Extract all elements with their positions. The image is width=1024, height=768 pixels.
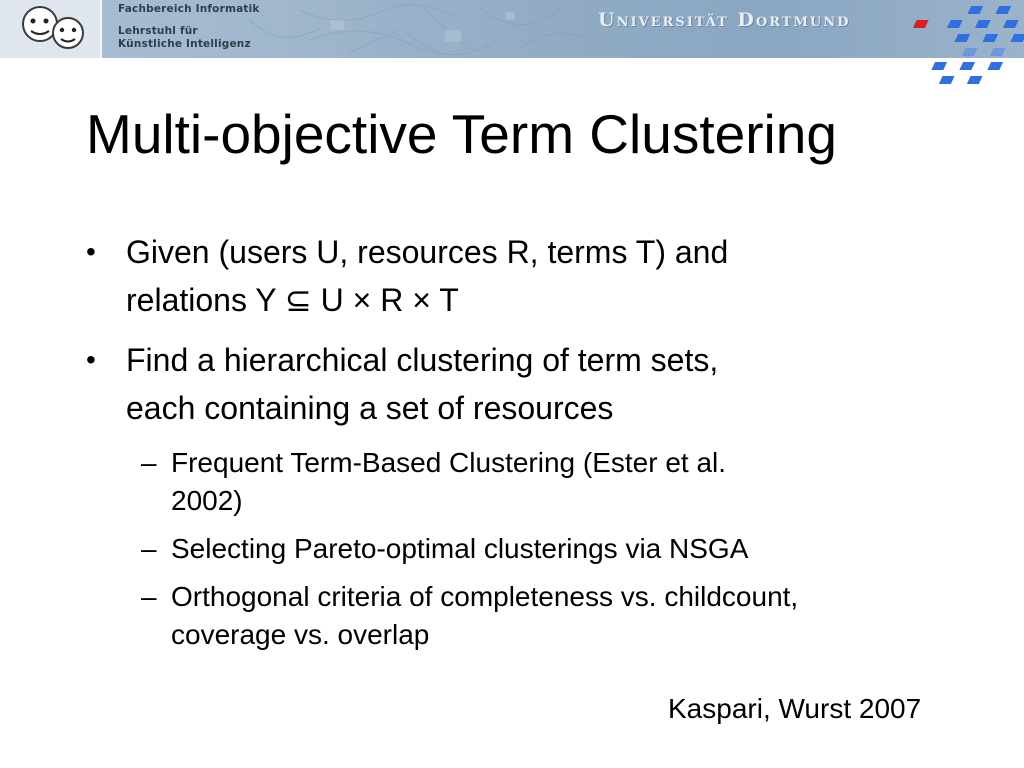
chair-line-1: Lehrstuhl für — [118, 25, 198, 37]
sub-bullet-text-line: Orthogonal criteria of completeness vs. childcount, — [171, 581, 799, 612]
bullet-text-line: Find a hierarchical clustering of term sets, — [126, 342, 719, 378]
bullet-marker: • — [86, 344, 96, 375]
sub-bullet-text-line: 2002) — [171, 485, 243, 516]
blue-checker-squares-icon — [874, 0, 1024, 86]
bullet-item — [86, 336, 906, 432]
sub-bullet-item — [141, 578, 961, 654]
citation: Kaspari, Wurst 2007 — [668, 693, 922, 724]
banner-divider — [0, 58, 1024, 60]
sub-bullet-marker: – — [141, 581, 157, 612]
sub-bullet-item — [141, 444, 961, 520]
sub-bullet-text-line: Selecting Pareto-optimal clusterings via NSGA — [171, 533, 749, 564]
bullet-text-line: Given (users U, resources R, terms T) and — [126, 234, 729, 270]
department-block — [118, 3, 260, 51]
bullet-text-line: each containing a set of resources — [126, 390, 614, 426]
sub-bullet-text-line: Frequent Term-Based Clustering (Ester et al. — [171, 447, 727, 478]
logo-box — [0, 0, 100, 58]
sub-bullet-marker: – — [141, 533, 157, 564]
bullet-marker: • — [86, 236, 96, 267]
slide-title: Multi-objective Term Clustering — [86, 103, 837, 165]
sub-bullet-marker: – — [141, 447, 157, 478]
university-name: Universität Dortmund — [598, 9, 851, 31]
sub-bullet-text-line: coverage vs. overlap — [171, 619, 430, 650]
logo-divider — [100, 0, 102, 58]
sub-bullet-item — [141, 530, 961, 568]
two-faces-logo-icon — [0, 0, 100, 58]
slide-content — [0, 228, 1024, 664]
header-banner — [0, 0, 1024, 58]
bullet-text-line: relations Y ⊆ U × R × T — [126, 282, 459, 318]
bullet-item — [86, 228, 906, 324]
chair-line-2: Künstliche Intelligenz — [118, 38, 251, 50]
department-name: Fachbereich Informatik — [118, 3, 260, 15]
